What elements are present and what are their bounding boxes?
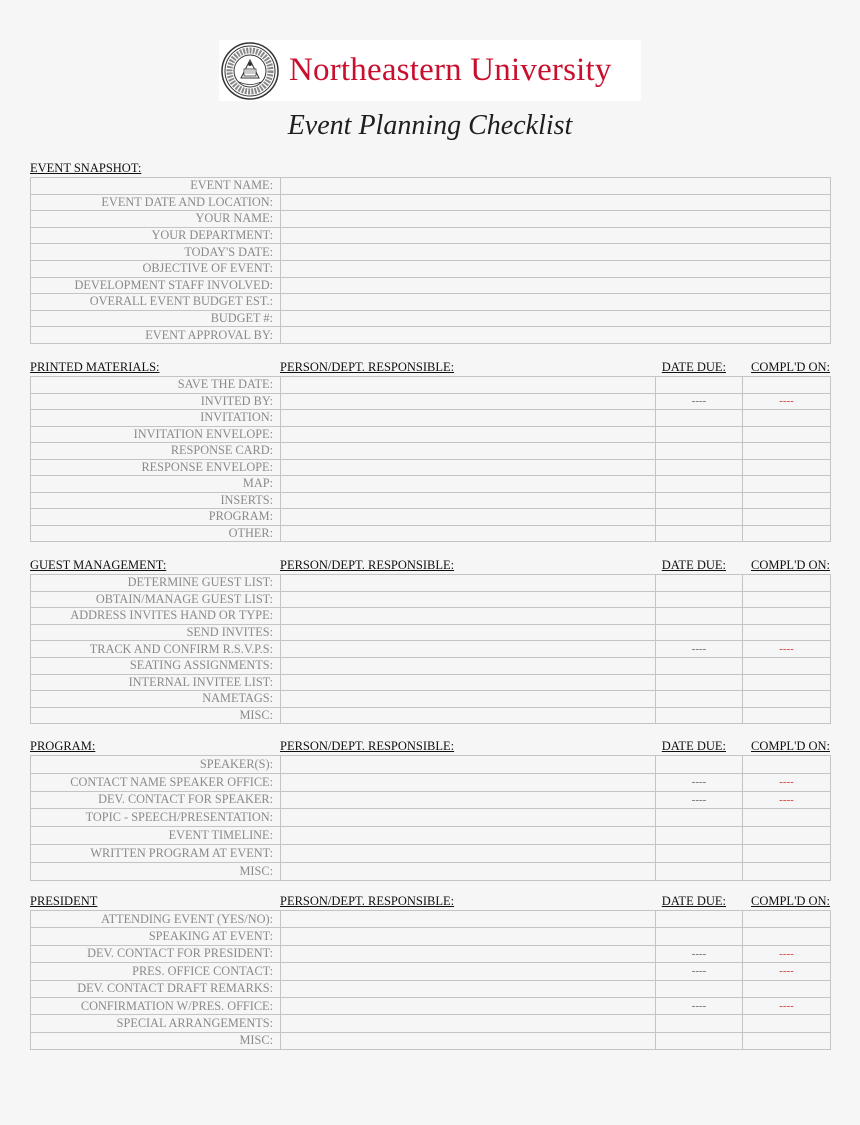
date-due-field[interactable]: ---- [656,791,743,809]
university-seal-icon [221,42,279,100]
table-row [31,1032,831,1049]
section-title: PRESIDENT [30,894,98,908]
row-label: SPECIAL ARRANGEMENTS: [31,1015,281,1032]
date-due-field[interactable]: ---- [656,393,743,410]
president-section [30,894,830,1050]
date-due-field[interactable]: ---- [656,997,743,1014]
completed-on-field[interactable] [743,575,831,592]
row-label: EVENT DATE AND LOCATION: [31,194,281,211]
person-field[interactable] [281,459,656,476]
date-due-field[interactable] [656,809,743,827]
row-label: BUDGET #: [31,310,281,327]
printed-materials-table [30,376,831,542]
date-due-field[interactable] [656,827,743,845]
date-due-field[interactable] [656,674,743,691]
table-row [31,980,831,997]
table-row [31,928,831,945]
completed-on-field[interactable]: ---- [743,393,831,410]
person-column-header: PERSON/DEPT. RESPONSIBLE: [280,739,455,753]
section-title: PRINTED MATERIALS: [30,360,160,374]
row-label: MAP: [31,476,281,493]
completed-on-field[interactable]: ---- [743,641,831,658]
row-label: YOUR DEPARTMENT: [31,227,281,244]
table-row [31,657,831,674]
table-row [31,827,831,845]
table-row [31,945,831,962]
person-column-header: PERSON/DEPT. RESPONSIBLE: [280,558,455,572]
table-row [31,227,831,244]
row-label: SAVE THE DATE: [31,377,281,394]
date-due-field[interactable] [656,624,743,641]
section-header [30,894,830,910]
table-row [31,294,831,311]
completed-on-field[interactable] [743,827,831,845]
row-label: DEVELOPMENT STAFF INVOLVED: [31,277,281,294]
table-row [31,791,831,809]
completed-on-field[interactable]: ---- [743,791,831,809]
snapshot-table [30,177,831,344]
row-label: PRES. OFFICE CONTACT: [31,963,281,980]
table-row [31,509,831,526]
row-label: YOUR NAME: [31,211,281,228]
table-row [31,608,831,625]
row-label: INVITATION: [31,410,281,427]
person-field[interactable] [281,791,656,809]
table-row [31,443,831,460]
table-row [31,194,831,211]
date-due-field[interactable] [656,591,743,608]
completed-on-field[interactable] [743,862,831,880]
table-row [31,997,831,1014]
row-label: TODAY'S DATE: [31,244,281,261]
row-label: SPEAKER(S): [31,756,281,774]
row-label: PROGRAM: [31,509,281,526]
section-header [30,360,830,376]
person-field[interactable] [281,1032,656,1049]
date-due-field[interactable] [656,1015,743,1032]
date-due-field[interactable] [656,911,743,928]
table-row [31,911,831,928]
date-due-field[interactable] [656,509,743,526]
section-header [30,739,830,755]
entry-field[interactable] [281,244,831,261]
person-field[interactable] [281,862,656,880]
completed-on-field[interactable]: ---- [743,963,831,980]
person-field[interactable] [281,674,656,691]
person-field[interactable] [281,525,656,542]
row-label: OBJECTIVE OF EVENT: [31,260,281,277]
completed-on-field[interactable] [743,1032,831,1049]
row-label: CONFIRMATION W/PRES. OFFICE: [31,997,281,1014]
person-field[interactable] [281,657,656,674]
table-row [31,756,831,774]
person-field[interactable] [281,608,656,625]
date-due-field[interactable] [656,575,743,592]
table-row [31,809,831,827]
table-row [31,377,831,394]
completed-on-field[interactable]: ---- [743,773,831,791]
date-due-field[interactable] [656,928,743,945]
completed-on-field[interactable] [743,756,831,774]
person-field[interactable] [281,756,656,774]
date-due-field[interactable] [656,980,743,997]
row-label: DEV. CONTACT FOR SPEAKER: [31,791,281,809]
table-row [31,862,831,880]
completed-on-field[interactable] [743,443,831,460]
completed-on-field[interactable] [743,426,831,443]
completed-on-field[interactable] [743,809,831,827]
row-label: MISC: [31,707,281,724]
person-field[interactable] [281,773,656,791]
entry-field[interactable] [281,277,831,294]
completed-on-field[interactable] [743,691,831,708]
row-label: INSERTS: [31,492,281,509]
table-row [31,459,831,476]
table-row [31,641,831,658]
section-title: PROGRAM: [30,739,96,753]
date-due-column-header: DATE DUE: [661,558,726,572]
date-due-field[interactable]: ---- [656,963,743,980]
page-title: Event Planning Checklist [287,110,573,141]
entry-field[interactable] [281,227,831,244]
entry-field[interactable] [281,294,831,311]
university-logo [219,40,641,101]
row-label: INVITATION ENVELOPE: [31,426,281,443]
person-field[interactable] [281,945,656,962]
person-field[interactable] [281,997,656,1014]
table-row [31,260,831,277]
person-field[interactable] [281,691,656,708]
row-label: RESPONSE ENVELOPE: [31,459,281,476]
date-due-column-header: DATE DUE: [661,739,726,753]
table-row [31,327,831,344]
table-row [31,211,831,228]
person-field[interactable] [281,509,656,526]
completed-on-field[interactable] [743,492,831,509]
row-label: MISC: [31,1032,281,1049]
date-due-field[interactable]: ---- [656,945,743,962]
row-label: SEATING ASSIGNMENTS: [31,657,281,674]
row-label: INTERNAL INVITEE LIST: [31,674,281,691]
completed-on-field[interactable] [743,911,831,928]
table-row [31,591,831,608]
completed-on-field[interactable] [743,928,831,945]
person-field[interactable] [281,426,656,443]
table-row [31,277,831,294]
row-label: CONTACT NAME SPEAKER OFFICE: [31,773,281,791]
row-label: NAMETAGS: [31,691,281,708]
table-row [31,691,831,708]
date-due-field[interactable]: ---- [656,641,743,658]
row-label: DEV. CONTACT FOR PRESIDENT: [31,945,281,962]
entry-field[interactable] [281,327,831,344]
table-row [31,773,831,791]
event-snapshot-section [30,161,830,344]
row-label: MISC: [31,862,281,880]
date-due-field[interactable]: ---- [656,773,743,791]
completed-on-field[interactable] [743,459,831,476]
person-field[interactable] [281,980,656,997]
row-label: EVENT TIMELINE: [31,827,281,845]
table-row [31,178,831,195]
row-label: OTHER: [31,525,281,542]
person-column-header: PERSON/DEPT. RESPONSIBLE: [280,360,455,374]
person-field[interactable] [281,844,656,862]
date-due-field[interactable] [656,377,743,394]
completed-on-field[interactable] [743,509,831,526]
table-row [31,244,831,261]
program-section [30,739,830,881]
guest-management-section [30,558,830,724]
row-label: TOPIC - SPEECH/PRESENTATION: [31,809,281,827]
date-due-field[interactable] [656,426,743,443]
date-due-field[interactable] [656,691,743,708]
completed-on-field[interactable] [743,980,831,997]
table-row [31,525,831,542]
person-field[interactable] [281,707,656,724]
table-row [31,707,831,724]
row-label: OVERALL EVENT BUDGET EST.: [31,294,281,311]
table-row [31,624,831,641]
table-row [31,575,831,592]
date-due-field[interactable] [656,476,743,493]
section-header [30,558,830,574]
person-field[interactable] [281,1015,656,1032]
printed-materials-section [30,360,830,542]
completed-on-field[interactable] [743,525,831,542]
completed-column-header: COMPL'D ON: [751,360,830,374]
table-row [31,963,831,980]
person-field[interactable] [281,928,656,945]
date-due-field[interactable] [656,410,743,427]
completed-on-field[interactable] [743,674,831,691]
date-due-field[interactable] [656,459,743,476]
date-due-field[interactable] [656,492,743,509]
completed-column-header: COMPL'D ON: [751,558,830,572]
row-label: ADDRESS INVITES HAND OR TYPE: [31,608,281,625]
entry-field[interactable] [281,194,831,211]
person-field[interactable] [281,641,656,658]
person-field[interactable] [281,911,656,928]
entry-field[interactable] [281,211,831,228]
entry-field[interactable] [281,260,831,277]
person-field[interactable] [281,377,656,394]
section-title: EVENT SNAPSHOT: [30,161,142,175]
row-label: ATTENDING EVENT (YES/NO): [31,911,281,928]
person-field[interactable] [281,393,656,410]
date-due-field[interactable] [656,525,743,542]
row-label: OBTAIN/MANAGE GUEST LIST: [31,591,281,608]
person-field[interactable] [281,809,656,827]
date-due-column-header: DATE DUE: [661,360,726,374]
row-label: SPEAKING AT EVENT: [31,928,281,945]
completed-on-field[interactable] [743,657,831,674]
completed-on-field[interactable] [743,476,831,493]
row-label: INVITED BY: [31,393,281,410]
row-label: DEV. CONTACT DRAFT REMARKS: [31,980,281,997]
section-header [30,161,830,177]
completed-on-field[interactable] [743,591,831,608]
person-field[interactable] [281,476,656,493]
person-field[interactable] [281,492,656,509]
section-title: GUEST MANAGEMENT: [30,558,167,572]
completed-on-field[interactable] [743,844,831,862]
university-name: Northeastern University [289,52,612,88]
table-row [31,393,831,410]
completed-on-field[interactable] [743,1015,831,1032]
date-due-field[interactable] [656,844,743,862]
table-row [31,476,831,493]
table-row [31,426,831,443]
row-label: SEND INVITES: [31,624,281,641]
date-due-field[interactable] [656,707,743,724]
guest-management-table [30,574,831,724]
row-label: RESPONSE CARD: [31,443,281,460]
entry-field[interactable] [281,178,831,195]
completed-on-field[interactable] [743,707,831,724]
person-field[interactable] [281,963,656,980]
row-label: DETERMINE GUEST LIST: [31,575,281,592]
president-table [30,910,831,1050]
completed-column-header: COMPL'D ON: [751,739,830,753]
completed-on-field[interactable]: ---- [743,997,831,1014]
completed-column-header: COMPL'D ON: [751,894,830,908]
completed-on-field[interactable] [743,608,831,625]
row-label: EVENT NAME: [31,178,281,195]
completed-on-field[interactable]: ---- [743,945,831,962]
table-row [31,410,831,427]
person-field[interactable] [281,575,656,592]
person-field[interactable] [281,624,656,641]
table-row [31,674,831,691]
table-row [31,844,831,862]
row-label: EVENT APPROVAL BY: [31,327,281,344]
date-due-field[interactable] [656,862,743,880]
date-due-field[interactable] [656,756,743,774]
table-row [31,1015,831,1032]
table-row [31,492,831,509]
date-due-column-header: DATE DUE: [661,894,726,908]
completed-on-field[interactable] [743,624,831,641]
person-field[interactable] [281,591,656,608]
person-field[interactable] [281,827,656,845]
date-due-field[interactable] [656,608,743,625]
entry-field[interactable] [281,310,831,327]
row-label: WRITTEN PROGRAM AT EVENT: [31,844,281,862]
date-due-field[interactable] [656,1032,743,1049]
date-due-field[interactable] [656,657,743,674]
person-column-header: PERSON/DEPT. RESPONSIBLE: [280,894,455,908]
completed-on-field[interactable] [743,377,831,394]
date-due-field[interactable] [656,443,743,460]
program-table [30,755,831,881]
row-label: TRACK AND CONFIRM R.S.V.P.S: [31,641,281,658]
completed-on-field[interactable] [743,410,831,427]
person-field[interactable] [281,410,656,427]
person-field[interactable] [281,443,656,460]
table-row [31,310,831,327]
